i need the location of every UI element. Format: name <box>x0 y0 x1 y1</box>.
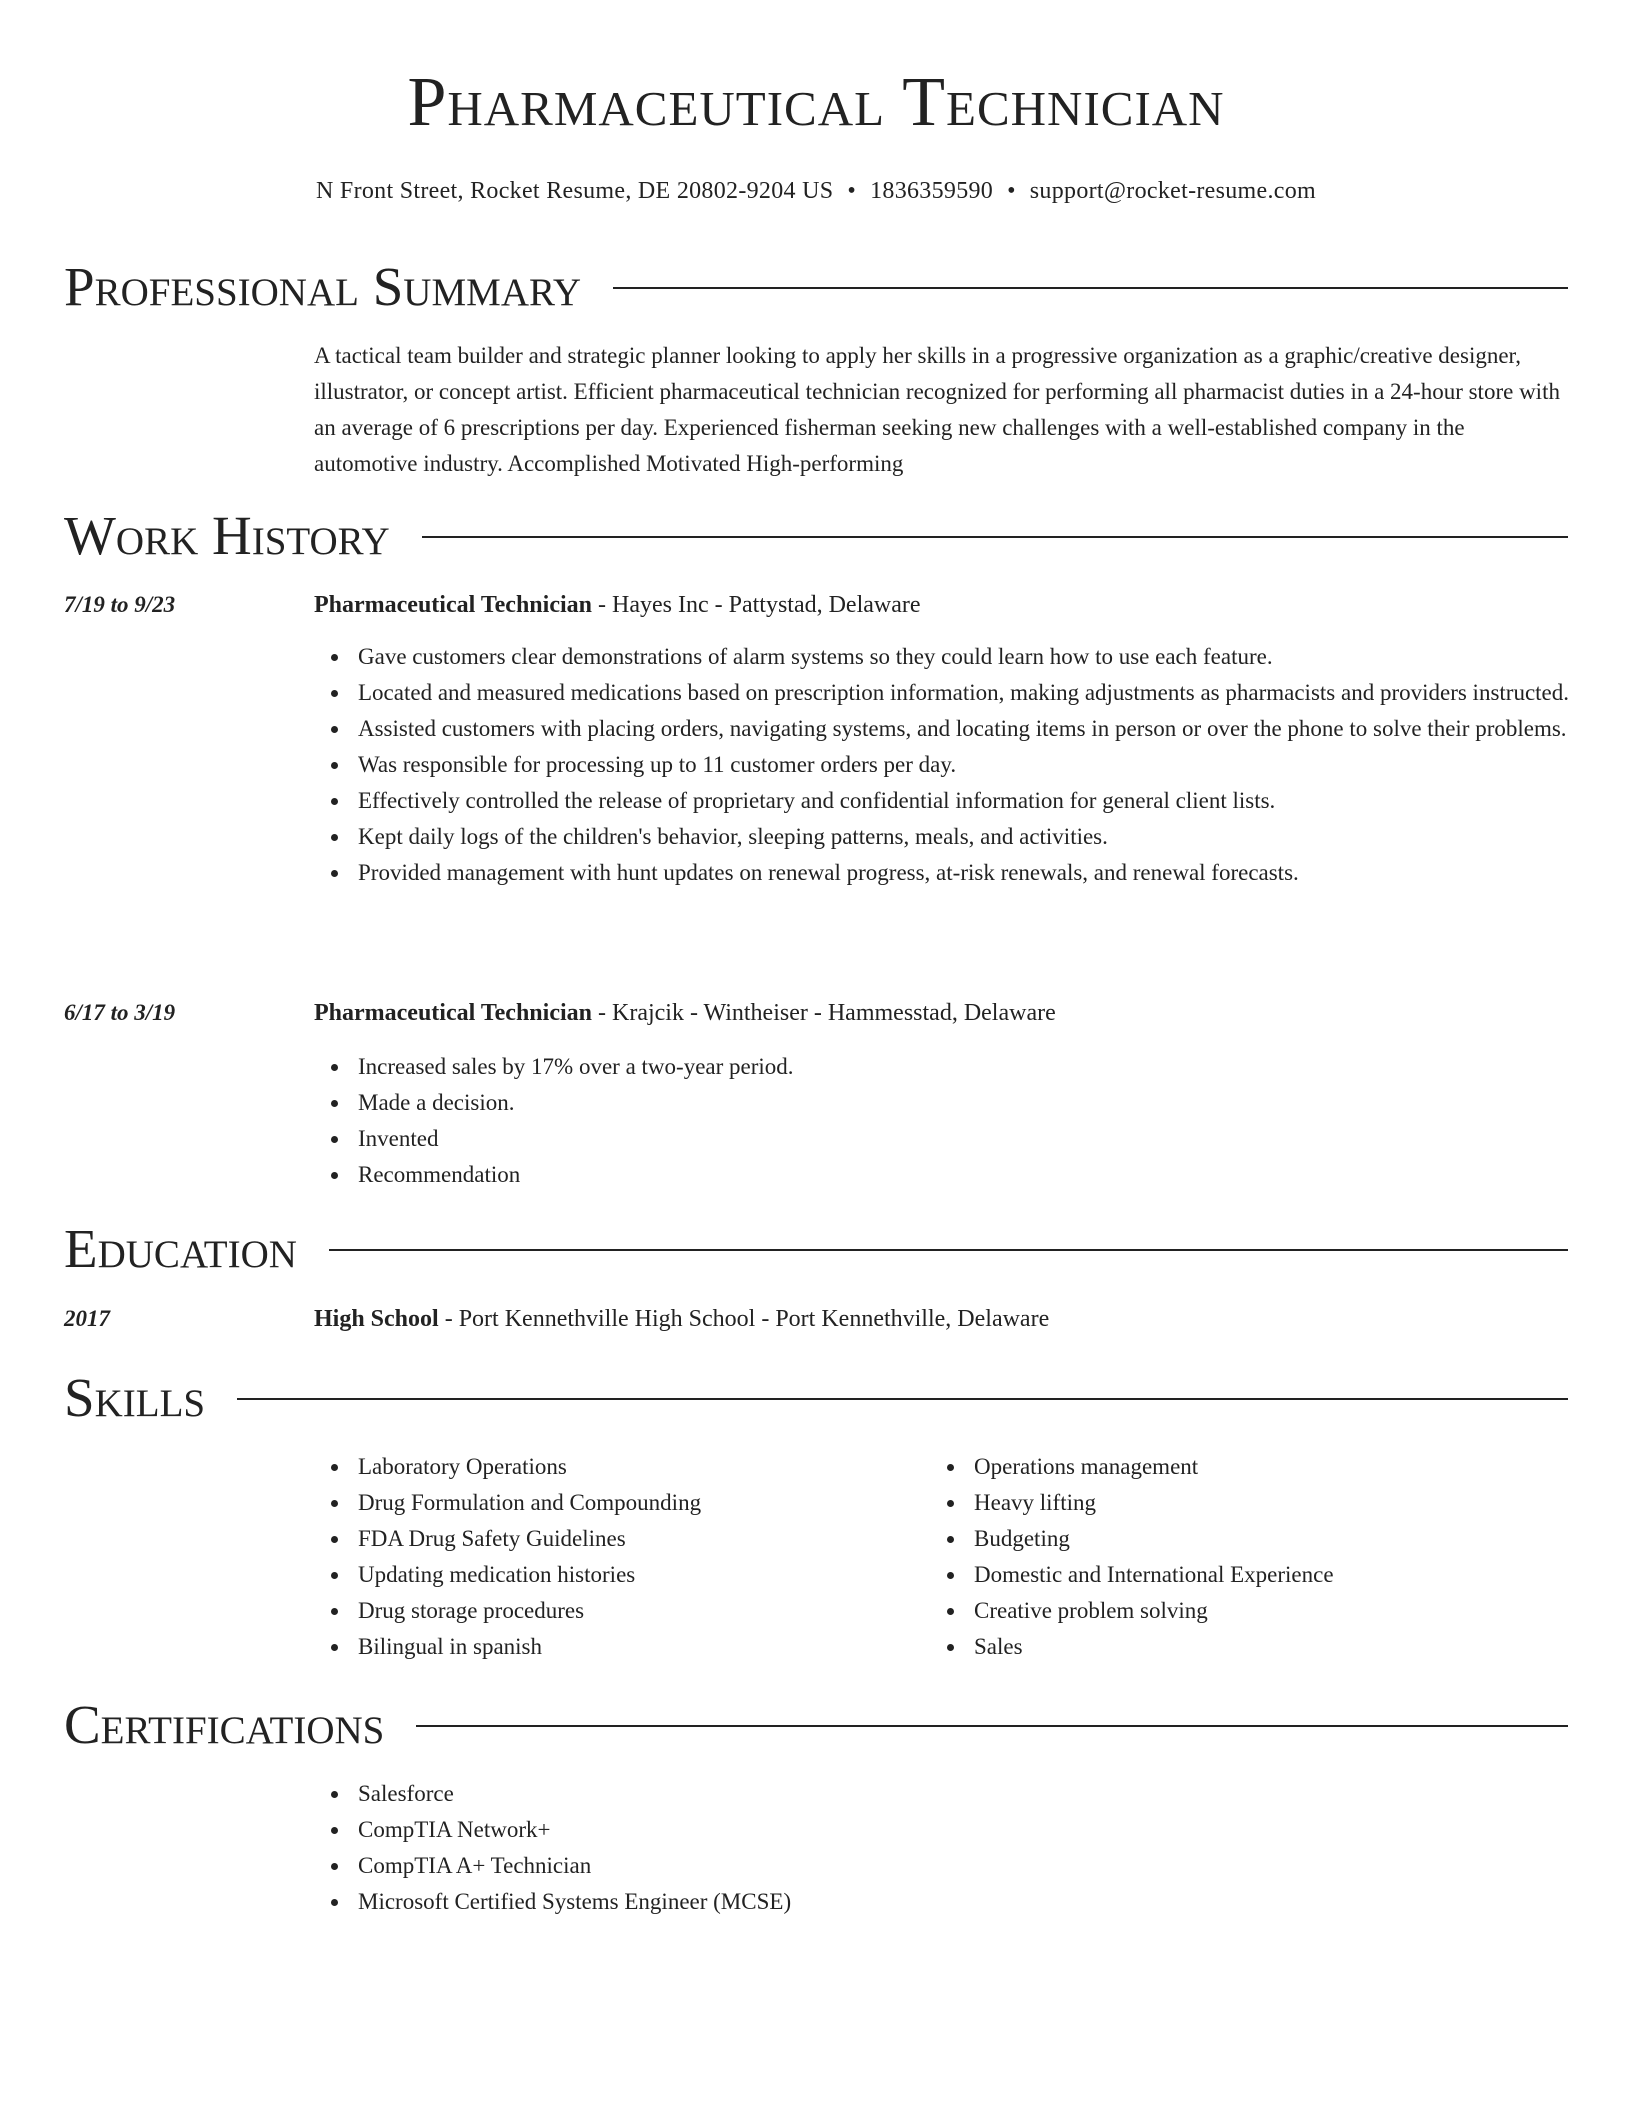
job-bullet: Located and measured medications based on prescription information, making adjustments as pharmacists and providers instructed. <box>358 675 1612 711</box>
skill-item: Drug Formulation and Compounding <box>358 1485 918 1521</box>
section-title-certifications: Certifications <box>64 1694 385 1755</box>
job-bullet: Increased sales by 17% over a two-year period. <box>358 1049 1612 1085</box>
candidate-name: Pharmaceutical Technician <box>407 64 1225 141</box>
skill-item: Bilingual in spanish <box>358 1629 918 1665</box>
job-dates: 7/19 to 9/23 <box>64 592 176 617</box>
certification-item: Salesforce <box>358 1776 1612 1812</box>
skill-item: Budgeting <box>974 1521 1568 1557</box>
job-bullet: Recommendation <box>358 1157 1612 1193</box>
job-bullet-list <box>314 1049 1612 1193</box>
job-bullet: Was responsible for processing up to 11 customer orders per day. <box>358 747 1612 783</box>
job-bullet: Provided management with hunt updates on renewal progress, at-risk renewals, and renewal forecasts. <box>358 855 1612 891</box>
skill-item: Creative problem solving <box>974 1593 1568 1629</box>
section-rule <box>613 287 1568 289</box>
education-school-location: - Port Kennethville High School - Port Kennethville, Delaware <box>438 1306 1050 1332</box>
section-rule <box>329 1249 1568 1251</box>
section-rule <box>422 536 1568 538</box>
job-bullet-list <box>314 639 1612 891</box>
skills-list-left <box>314 1449 918 1665</box>
contact-email: support@rocket-resume.com <box>1029 178 1316 204</box>
contact-separator: • <box>847 178 857 204</box>
section-title-education: Education <box>64 1218 297 1279</box>
job-heading <box>314 587 1568 623</box>
job-bullet: Gave customers clear demonstrations of alarm systems so they could learn how to use each feature. <box>358 639 1612 675</box>
job-heading <box>314 995 1568 1031</box>
skill-item: Drug storage procedures <box>358 1593 918 1629</box>
skills-list-right <box>930 1449 1568 1665</box>
skill-item: Domestic and International Experience <box>974 1557 1568 1593</box>
certification-item: CompTIA Network+ <box>358 1812 1612 1848</box>
skill-item: Sales <box>974 1629 1568 1665</box>
section-title-work-history: Work History <box>64 505 390 566</box>
job-employer-location: - Krajcik - Wintheiser - Hammesstad, Delaware <box>592 1000 1056 1026</box>
certification-item: CompTIA A+ Technician <box>358 1848 1612 1884</box>
section-header-summary <box>64 255 1568 319</box>
education-degree: High School <box>314 1306 439 1332</box>
section-title-skills: Skills <box>64 1367 206 1428</box>
job-title: Pharmaceutical Technician <box>314 592 592 618</box>
contact-line <box>64 175 1568 207</box>
skill-item: Operations management <box>974 1449 1568 1485</box>
section-rule <box>416 1725 1568 1727</box>
job-bullet: Effectively controlled the release of proprietary and confidential information for general client lists. <box>358 783 1612 819</box>
section-header-skills <box>64 1366 1568 1430</box>
job-bullet: Invented <box>358 1121 1612 1157</box>
skill-item: Heavy lifting <box>974 1485 1568 1521</box>
job-bullet: Made a decision. <box>358 1085 1612 1121</box>
section-header-certifications <box>64 1693 1568 1757</box>
education-heading <box>314 1301 1568 1337</box>
skill-item: Updating medication histories <box>358 1557 918 1593</box>
certification-item: Microsoft Certified Systems Engineer (MCSE) <box>358 1884 1612 1920</box>
contact-phone: 1836359590 <box>870 178 994 204</box>
contact-separator: • <box>1007 178 1016 204</box>
section-title-summary: Professional Summary <box>64 256 582 317</box>
job-title: Pharmaceutical Technician <box>314 1000 592 1026</box>
certifications-list <box>314 1776 1612 1920</box>
skill-item: FDA Drug Safety Guidelines <box>358 1521 918 1557</box>
education-year: 2017 <box>64 1306 110 1331</box>
job-bullet: Kept daily logs of the children's behavior, sleeping patterns, meals, and activities. <box>358 819 1612 855</box>
section-header-work-history <box>64 504 1568 568</box>
job-dates: 6/17 to 3/19 <box>64 1000 176 1025</box>
section-header-education <box>64 1217 1568 1281</box>
job-bullet: Assisted customers with placing orders, navigating systems, and locating items in person or over the phone to solve their problems. <box>358 711 1612 747</box>
skill-item: Laboratory Operations <box>358 1449 918 1485</box>
contact-address: N Front Street, Rocket Resume, DE 20802-9204 US <box>316 178 834 204</box>
job-employer-location: - Hayes Inc - Pattystad, Delaware <box>592 592 921 618</box>
section-rule <box>237 1398 1568 1400</box>
summary-text: A tactical team builder and strategic planner looking to apply her skills in a progressive organization as a graphic/creative designer, illustrator, or concept artist. Efficient pharmaceutical technician recognized for performing all pharmacist duties in a 24-hour store with an average of 6 prescriptions per day. Experienced fisherman seeking new challenges with a well-established company in the automotive industry. Accomplished Motivated High-performing <box>314 343 1560 476</box>
